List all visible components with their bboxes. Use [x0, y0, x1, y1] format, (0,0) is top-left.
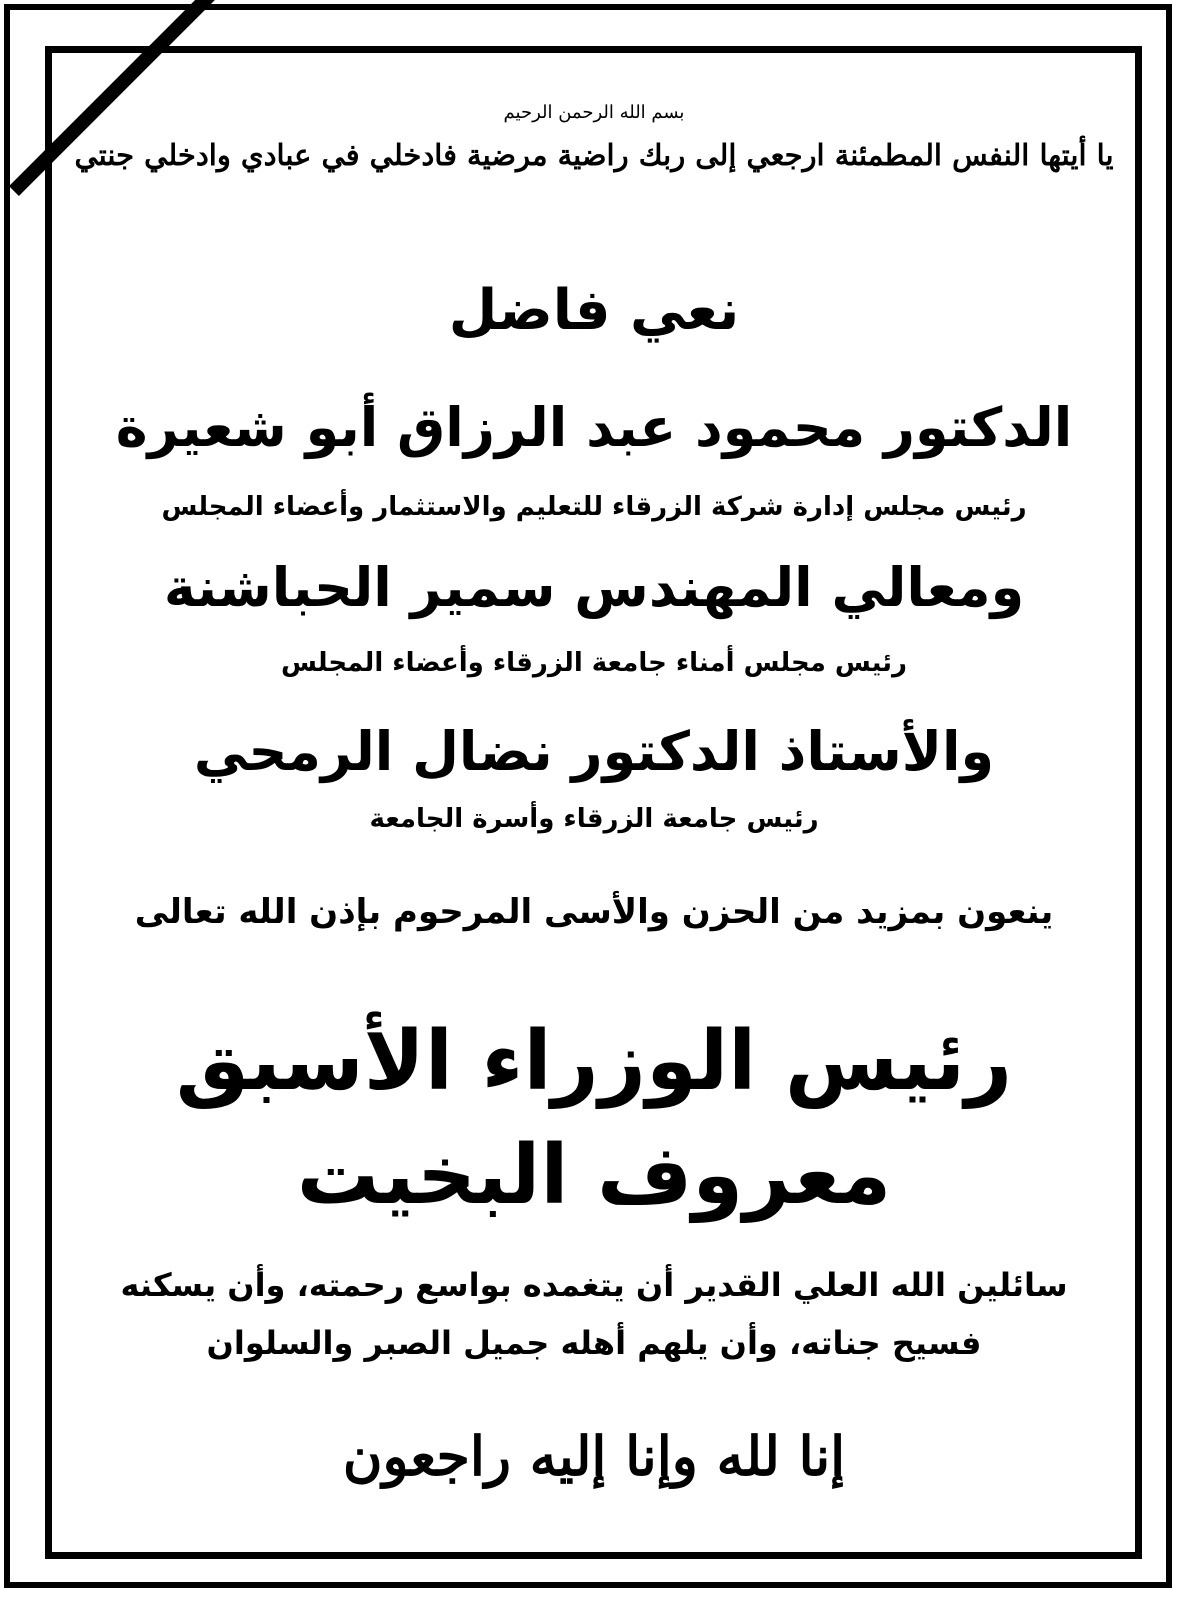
- obituary-title: نعي فاضل: [448, 278, 740, 343]
- mourner-name-1: الدكتور محمود عبد الرزاق أبو شعيرة: [115, 396, 1073, 459]
- deceased-name: معروف البخيت: [296, 1128, 892, 1223]
- mourner-role-2: رئيس مجلس أمناء جامعة الزرقاء وأعضاء المجلس: [281, 648, 907, 678]
- mourner-name-2: ومعالي المهندس سمير الحباشنة: [163, 556, 1025, 619]
- quran-verse: يا أيتها النفس المطمئنة ارجعي إلى ربك راضية مرضية فادخلي في عبادي وادخلي جنتي: [74, 138, 1114, 172]
- mourner-role-1: رئيس مجلس إدارة شركة الزرقاء للتعليم والاستثمار وأعضاء المجلس: [161, 492, 1027, 522]
- mourner-role-3: رئيس جامعة الزرقاء وأسرة الجامعة: [369, 804, 819, 834]
- deceased-title: رئيس الوزراء الأسبق: [175, 1014, 1013, 1109]
- closing-verse: إنا لله وإنا إليه راجعون: [342, 1424, 846, 1488]
- prayer-line-1: سائلين الله العلي القدير أن يتغمده بواسع رحمته، وأن يسكنه: [120, 1266, 1068, 1304]
- mourner-name-3: والأستاذ الدكتور نضال الرمحي: [193, 720, 995, 783]
- mourning-statement: ينعون بمزيد من الحزن والأسى المرحوم بإذن الله تعالى: [134, 892, 1054, 932]
- prayer-line-2: فسيح جناته، وأن يلهم أهله جميل الصبر والسلوان: [206, 1324, 982, 1362]
- obituary-content: [60, 60, 1128, 1546]
- basmala: بسم الله الرحمن الرحيم: [503, 102, 685, 123]
